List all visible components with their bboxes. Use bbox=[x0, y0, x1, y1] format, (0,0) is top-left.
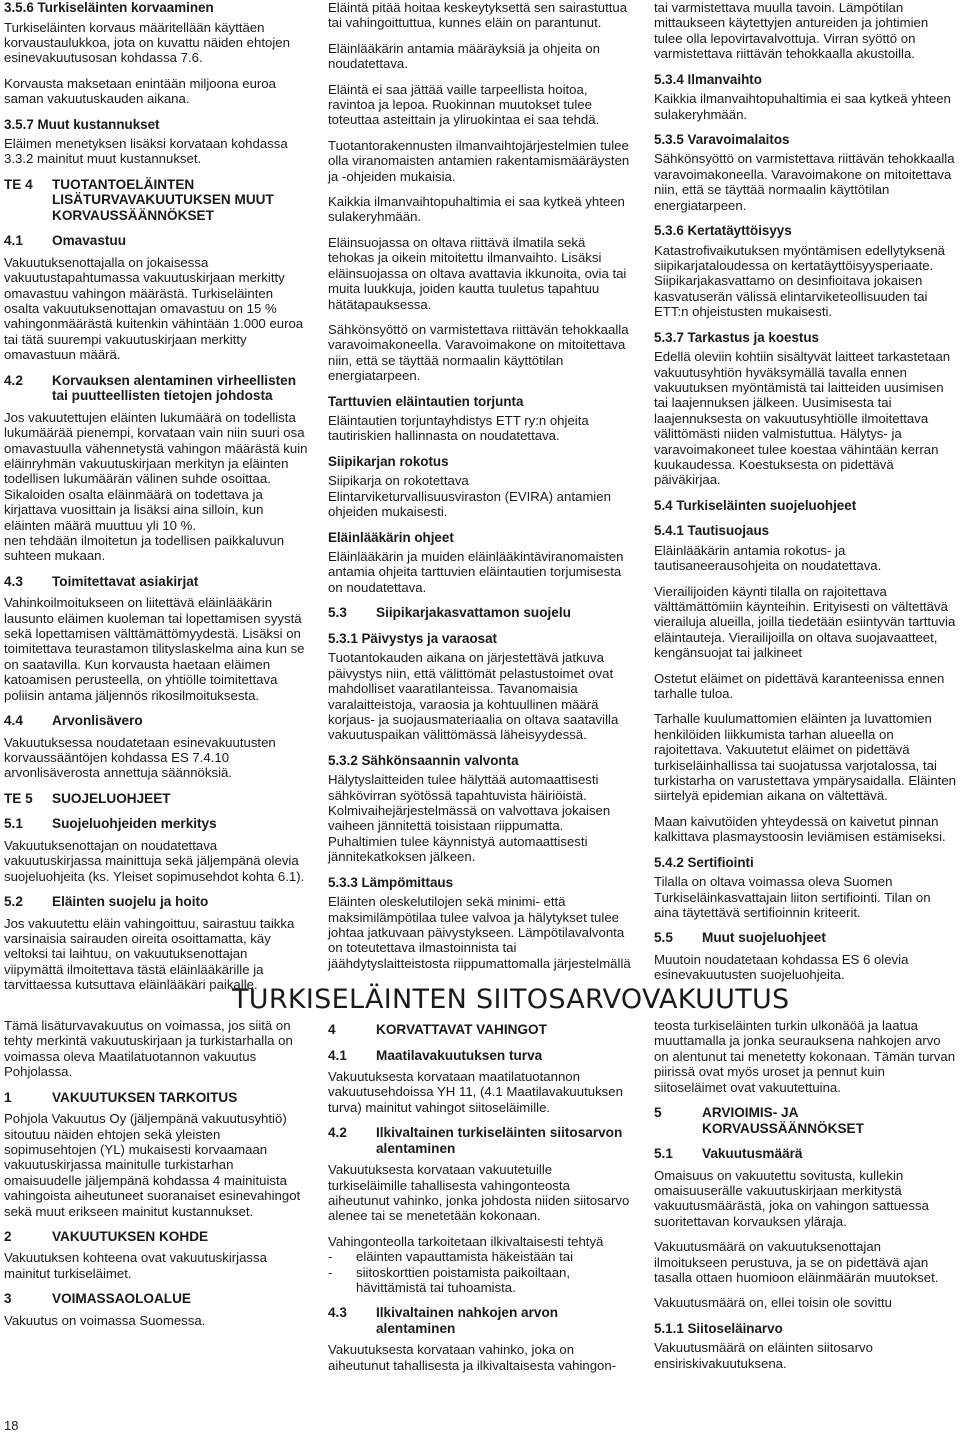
paragraph: Tuotantokauden aikana on järjestettävä jatkuva päivystys niin, että välittömät pelastustoimet ovat mahdolliset vaaratilanteissa. Tavanomaisia varalaitteistoja, varaosia ja kohtuullinen määrä korjaus- ja suojausmateriaalia on oltava saatavilla vakuutuspaikan välittömässä läheisyydessä. bbox=[328, 650, 619, 743]
paragraph: Kaikkia ilmanvaihtopuhaltimia ei saa kytkeä yhteen sulakeryhmään. bbox=[328, 194, 625, 225]
paragraph: nen tehdään ilmoitetun ja todellisen paikkaluvun suhteen mukaan. bbox=[4, 532, 285, 564]
section-title: ARVIOIMIS- JA KORVAUSSÄÄNNÖKSET bbox=[702, 1105, 864, 1136]
column-top-right bbox=[654, 0, 956, 993]
heading-5-4-2: 5.4.2 Sertifiointi bbox=[654, 854, 754, 870]
list-item-text: eläinten vapauttamista häkeistään tai bbox=[356, 1249, 574, 1265]
paragraph: Vahingonteolla tarkoitetaan ilkivaltaisesti tehtyä bbox=[328, 1233, 604, 1249]
section-number: 4.1 bbox=[328, 1047, 347, 1063]
paragraph: Eläintautien torjuntayhdistys ETT ry:n ohjeita tautiriskien hallinnasta on noudatettava. bbox=[328, 413, 589, 444]
heading-4-2 bbox=[4, 373, 308, 404]
heading-5-1 bbox=[4, 816, 308, 832]
heading-4 bbox=[328, 1022, 634, 1038]
heading-5-3 bbox=[328, 605, 634, 621]
heading-1 bbox=[4, 1090, 308, 1106]
section-title: Suojeluohjeiden merkitys bbox=[52, 816, 217, 832]
list-item bbox=[328, 1265, 634, 1296]
section-title: Toimitettavat asiakirjat bbox=[52, 573, 199, 589]
section-title: TUOTANTOELÄINTEN LISÄTURVAVAKUUTUKSEN MUUT KORVAUSSÄÄNNÖKSET bbox=[52, 176, 274, 223]
section-number: 4.3 bbox=[328, 1305, 347, 1321]
paragraph: Korvausta maksetaan enintään miljoona euroa saman vakuutuskauden aikana. bbox=[4, 75, 276, 107]
section-number: 2 bbox=[4, 1228, 12, 1244]
paragraph: Vakuutusmäärä on vakuutuksenottajan ilmoitukseen perustuva, ja se on pidettävä ajan tasalla ottaen huomioon eläinmäärän muutokset. bbox=[654, 1239, 939, 1285]
section-title: Ilkivaltainen turkiseläinten siitosarvon alentaminen bbox=[376, 1125, 623, 1156]
heading-te-5 bbox=[4, 791, 308, 807]
heading-5-3-1: 5.3.1 Päivystys ja varaosat bbox=[328, 630, 497, 646]
paragraph: Maan kaivutöiden yhteydessä on kaivetut pinnan kalkittava plasmaystoosin leviämisen estämiseksi. bbox=[654, 813, 946, 845]
heading-5-3-7: 5.3.7 Tarkastus ja koestus bbox=[654, 329, 819, 345]
paragraph: Sähkönsyöttö on varmistettava riittävän tehokkaalla varavoimakoneella. Varavoimakone on mitoitettava niin, että se täyttää normaalin käyttötilan energiatarpeen. bbox=[654, 151, 955, 213]
list-item-text: siitoskorttien poistamista paikoiltaan, hävittämistä tai tuhoamista. bbox=[356, 1264, 571, 1296]
paragraph: Eläinlääkärin antamia määräyksiä ja ohjeita on noudatettava. bbox=[328, 40, 600, 72]
section-number: 4 bbox=[328, 1022, 336, 1037]
paragraph: Vakuutuksenottajan on noudatettava vakuutuskirjassa mainittuja sekä jäljempänä olevia suojeluohjeita (ks. Yleiset sopimusehdot kohta 6.1). bbox=[4, 837, 305, 884]
section-number: 5 bbox=[654, 1105, 662, 1121]
heading-te-4 bbox=[4, 177, 308, 224]
section-title: Muut suojeluohjeet bbox=[702, 930, 826, 946]
page-number: 18 bbox=[4, 1418, 19, 1433]
paragraph: Siipikarja on rokotettava Elintarviketurvallisuusviraston (EVIRA) antamien ohjeiden mukaisesti. bbox=[328, 473, 611, 520]
section-title: Arvonlisävero bbox=[52, 713, 143, 729]
paragraph: Kaikkia ilmanvaihtopuhaltimia ei saa kytkeä yhteen sulakeryhmään. bbox=[654, 91, 951, 122]
paragraph: Tilalla on oltava voimassa oleva Suomen Turkiseläinkasvattajain liiton sertifiointi. Tilan on aina täytettävä sertifioinnin kriteerit. bbox=[654, 874, 931, 920]
heading-2 bbox=[4, 1229, 308, 1245]
heading-5-3-3: 5.3.3 Lämpömittaus bbox=[328, 874, 454, 890]
heading-3-5-7: 3.5.7 Muut kustannukset bbox=[4, 116, 160, 132]
paragraph: Muutoin noudatetaan kohdassa ES 6 olevia esinevakuutusten suojeluohjeita. bbox=[654, 951, 909, 983]
heading-5-4-1: 5.4.1 Tautisuojaus bbox=[654, 523, 770, 539]
heading-4-2 bbox=[328, 1125, 634, 1156]
section-number: 4.4 bbox=[4, 713, 23, 729]
paragraph: Vierailijoiden käynti tilalla on rajoitettava välttämättömiin käynteihin. Erityisesti on vältettävä vierailuja alueilla, joilla tiedetään esiintyvän tarttuvia eläintauteja. Vierailijoilla on oltava suojavaatteet, kengänsuojat tai jalkineet bbox=[654, 583, 956, 661]
heading-siipikarja: Siipikarjan rokotus bbox=[328, 453, 449, 469]
paragraph: Vakuutusmäärä on eläinten siitosarvo ensiriskivakuutuksena. bbox=[654, 1340, 873, 1371]
document-title: TURKISELÄINTEN SIITOSARVOVAKUUTUS bbox=[232, 984, 790, 1015]
paragraph: Vakuutuksessa noudatetaan esinevakuutusten korvaussääntöjen kohdassa ES 7.4.10 arvonlisäverosta annettuja säännöksiä. bbox=[4, 734, 276, 781]
column-bottom-left bbox=[4, 1018, 308, 1338]
paragraph: Turkiseläinten korvaus määritellään käyttäen korvaustaulukkoa, jota on kuvattu näiden ehtojen esinevakuutusosan kohdassa 7.6. bbox=[4, 19, 290, 66]
paragraph: Tämä lisäturvavakuutus on voimassa, jos siitä on tehty merkintä vakuutuskirjaan ja turkistarhalla on voimassa oleva Maatilatuotannon vakuutus Pohjolassa. bbox=[4, 1018, 293, 1080]
heading-5 bbox=[654, 1105, 956, 1136]
heading-4-3 bbox=[4, 574, 308, 590]
heading-5-2 bbox=[4, 894, 308, 910]
section-title: Siipikarjakasvattamon suojelu bbox=[376, 605, 571, 621]
paragraph: Tuotantorakennusten ilmanvaihtojärjestelmien tulee olla viranomaisten antamien rakentamismääräysten ja -ohjeiden mukaisia. bbox=[328, 137, 630, 184]
paragraph: Vahinkoilmoitukseen on liitettävä eläinlääkärin lausunto eläimen kuoleman tai lopettamisen syystä sekä lopettamisen välttämättömyydestä. Lisäksi on toimitettava teurastamon tilityslaskelma aina kun se on saatavilla. Kun korvausta haetaan eläimen katoamisen perusteella, on yhtiölle toimitettava poliisin antama jäljennös rikosilmoituksesta. bbox=[4, 595, 305, 703]
paragraph: Eläintä ei saa jättää vaille tarpeellista hoitoa, ravintoa ja lepoa. Ruokinnan muutokset tulee toteuttaa asteittain ja yliruokintaa ei saa tehdä. bbox=[328, 81, 600, 128]
paragraph: Vakuutuksesta korvataan maatilatuotannon vakuutusehdoissa YH 11, (4.1 Maatilavakuutuksen turva) mainitut vahingot siitoseläimille. bbox=[328, 1069, 623, 1115]
heading-5-1-1: 5.1.1 Siitoseläinarvo bbox=[654, 1320, 783, 1336]
heading-5-3-6: 5.3.6 Kertatäyttöisyys bbox=[654, 223, 792, 239]
heading-3-5-6: 3.5.6 Turkiseläinten korvaaminen bbox=[4, 0, 214, 15]
paragraph: Eläinlääkärin ja muiden eläinlääkintäviranomaisten antamia ohjeita tarttuvien eläintautien torjumisesta on noudatettava. bbox=[328, 549, 624, 595]
heading-4-1 bbox=[4, 233, 308, 249]
section-title: VOIMASSAOLOALUE bbox=[52, 1291, 191, 1307]
paragraph: tai varmistettava muulla tavoin. Lämpötilan mittaukseen käytettyjen antureiden ja johtimien tulee olla lepovirtavalvottuja. Virran syöttö on varmistettava riittävän tehokkaalla akustoilla. bbox=[654, 0, 929, 62]
section-title: KORVATTAVAT VAHINGOT bbox=[376, 1022, 547, 1037]
paragraph: Eläinsuojassa on oltava riittävä ilmatila sekä tehokas ja oikein mitoitettu ilmanvaihto. Lisäksi eläinsuojassa on oltava avattavia ikkunoita, ovia tai muita luukkuja, joiden kautta tuuletus tapahtuu hätätapauksessa. bbox=[328, 234, 627, 312]
paragraph: Eläinten oleskelutilojen sekä minimi- että maksimilämpötilaa tulee valvoa ja hälytykset tulee johtaa jatkuvaan päivystykseen. Lämpötilavalvonta on toteutettava ilmastoinnista tai jäähdytyslaitteistosta riippumattomalla järjestelmällä bbox=[328, 894, 631, 971]
section-number: 5.5 bbox=[654, 930, 673, 946]
section-number: 5.1 bbox=[4, 816, 23, 832]
heading-4-1 bbox=[328, 1048, 634, 1064]
section-number: 5.2 bbox=[4, 894, 23, 910]
column-top-left bbox=[4, 0, 308, 1003]
section-title: Eläinten suojelu ja hoito bbox=[52, 894, 209, 910]
heading-5-1 bbox=[654, 1146, 956, 1162]
heading-3 bbox=[4, 1291, 308, 1307]
heading-elainlaakari: Eläinlääkärin ohjeet bbox=[328, 529, 454, 545]
paragraph: Vakuutuksesta korvataan vakuutetuille turkiseläimille tahallisesta vahingonteosta aiheutunut vahinko, jonka johdosta niiden siitosarvo alenee tai se menetetään kokonaan. bbox=[328, 1162, 630, 1224]
paragraph: Katastrofivaikutuksen myöntämisen edellytyksenä siipikarjataloudessa on kertatäyttöisyysperiaate. Siipikarjakasvattamo on desinfioitava jokaisen kasvatuserän välissä elintarviketeollisuuden tai ETT:n ohjeistusten mukaisesti. bbox=[654, 242, 946, 320]
column-top-middle bbox=[328, 0, 634, 981]
paragraph: Tarhalle kuulumattomien eläinten ja luvattomien henkilöiden liikkumista tarhan alueella on rajoitettava. Vakuutetut eläimet on pidettävä turkiseläinhallissa tai suojatussa varjotalossa, tai turkistarha on varustettava ympärysaidalla. Eläinten siirtelyä epidemian aikana on vältettävä. bbox=[654, 711, 956, 804]
section-number: 3 bbox=[4, 1291, 12, 1307]
column-bottom-right bbox=[654, 1018, 956, 1381]
heading-4-4 bbox=[4, 713, 308, 729]
section-title: Ilkivaltainen nahkojen arvon alentaminen bbox=[376, 1305, 559, 1336]
section-number: TE 5 bbox=[4, 790, 33, 806]
section-number: 4.3 bbox=[4, 573, 23, 589]
paragraph: Vakuutuksenottajalla on jokaisessa vakuutustapahtumassa vakuutuskirjaan merkitty omavastuu vahingon määrästä. Turkiseläinten osalta vakuutuksenottajan omavastuu on 15 % vahingonmäärästä kuitenkin vähintään 1.000 euroa tai tätä suurempi vakuutuskirjaan merkitty omavastuun määrä. bbox=[4, 254, 304, 363]
section-title: Vakuutusmäärä bbox=[702, 1146, 803, 1162]
paragraph: Hälytyslaitteiden tulee hälyttää automaattisesti sähkövirran syötössä tapahtuvista häiriöistä. Kolmivaihejärjestelmässä on valvottava jokaisen vaiheen jännitettä toisistaan riippumatta. Puhaltimien tulee käynnistyä automaattisesti jännitekatkoksen jälkeen. bbox=[328, 772, 611, 865]
paragraph: Vakuutus on voimassa Suomessa. bbox=[4, 1312, 206, 1328]
heading-5-3-5: 5.3.5 Varavoimalaitos bbox=[654, 131, 790, 147]
heading-tarttuvat: Tarttuvien eläintautien torjunta bbox=[328, 393, 524, 409]
paragraph: Vakuutuksesta korvataan vahinko, joka on aiheutunut tahallisesta ja ilkivaltaisesta vahingon- bbox=[328, 1342, 617, 1373]
paragraph: Vakuutuksen kohteena ovat vakuutuskirjassa mainitut turkiseläimet. bbox=[4, 1250, 267, 1281]
paragraph: Edellä oleviin kohtiin sisältyvät laitteet tarkastetaan vakuutusyhtiön hyväksymällä tavalla ennen vakuutuksen myöntämistä tai laitteiden uusimisen tai laajennuksen jälkeen. Uusimisesta tai laajennuksesta on vakuutusyhtiölle ilmoitettava välittömästi niiden valmistuttua. Hälytys- ja varavoimakoneet tulee koestaa vähintään kerran kuukaudessa. Koestuksesta on pidettävä päiväkirjaa. bbox=[654, 349, 951, 488]
list-dash: - bbox=[328, 1264, 333, 1280]
section-title: Korvauksen alentaminen virheellisten tai puutteellisten tietojen johdosta bbox=[52, 372, 297, 404]
section-title: Maatilavakuutuksen turva bbox=[376, 1047, 543, 1063]
paragraph: Jos vakuutettujen eläinten lukumäärä on todellista lukumäärää pienempi, korvataan vain niin suuri osa omavastuulla vähennetystä vahingon määrästä kuin eläinryhmän vakuutuskirjaan merkityn ja eläinten todellisen lukumäärän välinen suhde osoittaa. Sikaloiden osalta eläinmäärä on todettava ja kirjattava vuosittain ja lisäksi aina silloin, kun eläinten määrä muuttuu yli 10 %. bbox=[4, 409, 308, 533]
paragraph: Eläimen menetyksen lisäksi korvataan kohdassa 3.3.2 mainitut muut kustannukset. bbox=[4, 136, 288, 167]
list bbox=[328, 1249, 634, 1295]
paragraph: Sähkönsyöttö on varmistettava riittävän tehokkaalla varavoimakoneella. Varavoimakone on mitoitettava niin, että se täyttää normaalin käyttötilan energiatarpeen. bbox=[328, 321, 629, 384]
paragraph: Omaisuus on vakuutettu sovitusta, kullekin omaisuuserälle vakuutuskirjaan merkitystä vakuutusmäärästä, joka on vahingon sattuessa suoritettavan korvauksen yläraja. bbox=[654, 1167, 929, 1229]
section-title: SUOJELUOHJEET bbox=[52, 790, 171, 806]
paragraph: Vakuutusmäärä on, ellei toisin ole sovittu bbox=[654, 1295, 892, 1311]
section-number: 1 bbox=[4, 1089, 12, 1105]
section-number: 4.1 bbox=[4, 233, 23, 249]
heading-4-3 bbox=[328, 1305, 634, 1336]
paragraph: Ostetut eläimet on pidettävä karanteenissa ennen tarhalle tuloa. bbox=[654, 670, 945, 701]
heading-5-3-4: 5.3.4 Ilmanvaihto bbox=[654, 71, 762, 87]
heading-5-5 bbox=[654, 930, 956, 946]
section-number: 4.2 bbox=[4, 372, 23, 388]
paragraph: Jos vakuutettu eläin vahingoittuu, sairastuu taikka varsinaisia sairauden oireita osoittamatta, käy veltoksi tai laihtuu, on vakuutuksenottajan viipymättä ilmoitettava tästä eläinlääkärille ja tarvittaessa kutsuttava eläinlääkäri paikalle. bbox=[4, 915, 295, 993]
paragraph: Pohjola Vakuutus Oy (jäljempänä vakuutusyhtiö) sitoutuu näiden ehtojen sekä yleisten sopimusehtojen (YL) mukaisesti korvaamaan vakuutuskirjassa mainitulle turkistarhan omaisuudelle jäljempänä kohdassa 4 mainituista vahingoista aiheutuneet suoranaiset esinevahingot sekä muut erikseen mainitut kustannukset. bbox=[4, 1111, 301, 1219]
paragraph: Eläintä pitää hoitaa keskeytyksettä sen sairastuttua tai vahingoittuttua, kunnes eläin on parantunut. bbox=[328, 0, 628, 31]
section-number: 4.2 bbox=[328, 1125, 347, 1141]
section-number: 5.1 bbox=[654, 1146, 673, 1162]
section-title: Omavastuu bbox=[52, 233, 127, 249]
section-title: VAKUUTUKSEN KOHDE bbox=[52, 1228, 209, 1244]
heading-5-3-2: 5.3.2 Sähkönsaannin valvonta bbox=[328, 752, 519, 768]
column-bottom-middle bbox=[328, 1022, 634, 1383]
section-number: TE 4 bbox=[4, 176, 33, 192]
section-number: 5.3 bbox=[328, 605, 347, 621]
list-dash: - bbox=[328, 1249, 333, 1265]
heading-5-4: 5.4 Turkiseläinten suojeluohjeet bbox=[654, 497, 857, 513]
paragraph: Eläinlääkärin antamia rokotus- ja tautisaneerausohjeita on noudatettava. bbox=[654, 542, 882, 574]
list-item bbox=[328, 1249, 634, 1264]
section-title: VAKUUTUKSEN TARKOITUS bbox=[52, 1089, 238, 1105]
paragraph: teosta turkiseläinten turkin ulkonäöä ja laatua muuttamalla ja jonka seurauksena nahkojen arvo on alentunut tai menetetty kokonaan. Tämän turvan piirissä ovat myös uroset ja pennut kuin siitoseläimet ovat vakuutettuina. bbox=[654, 1018, 956, 1095]
